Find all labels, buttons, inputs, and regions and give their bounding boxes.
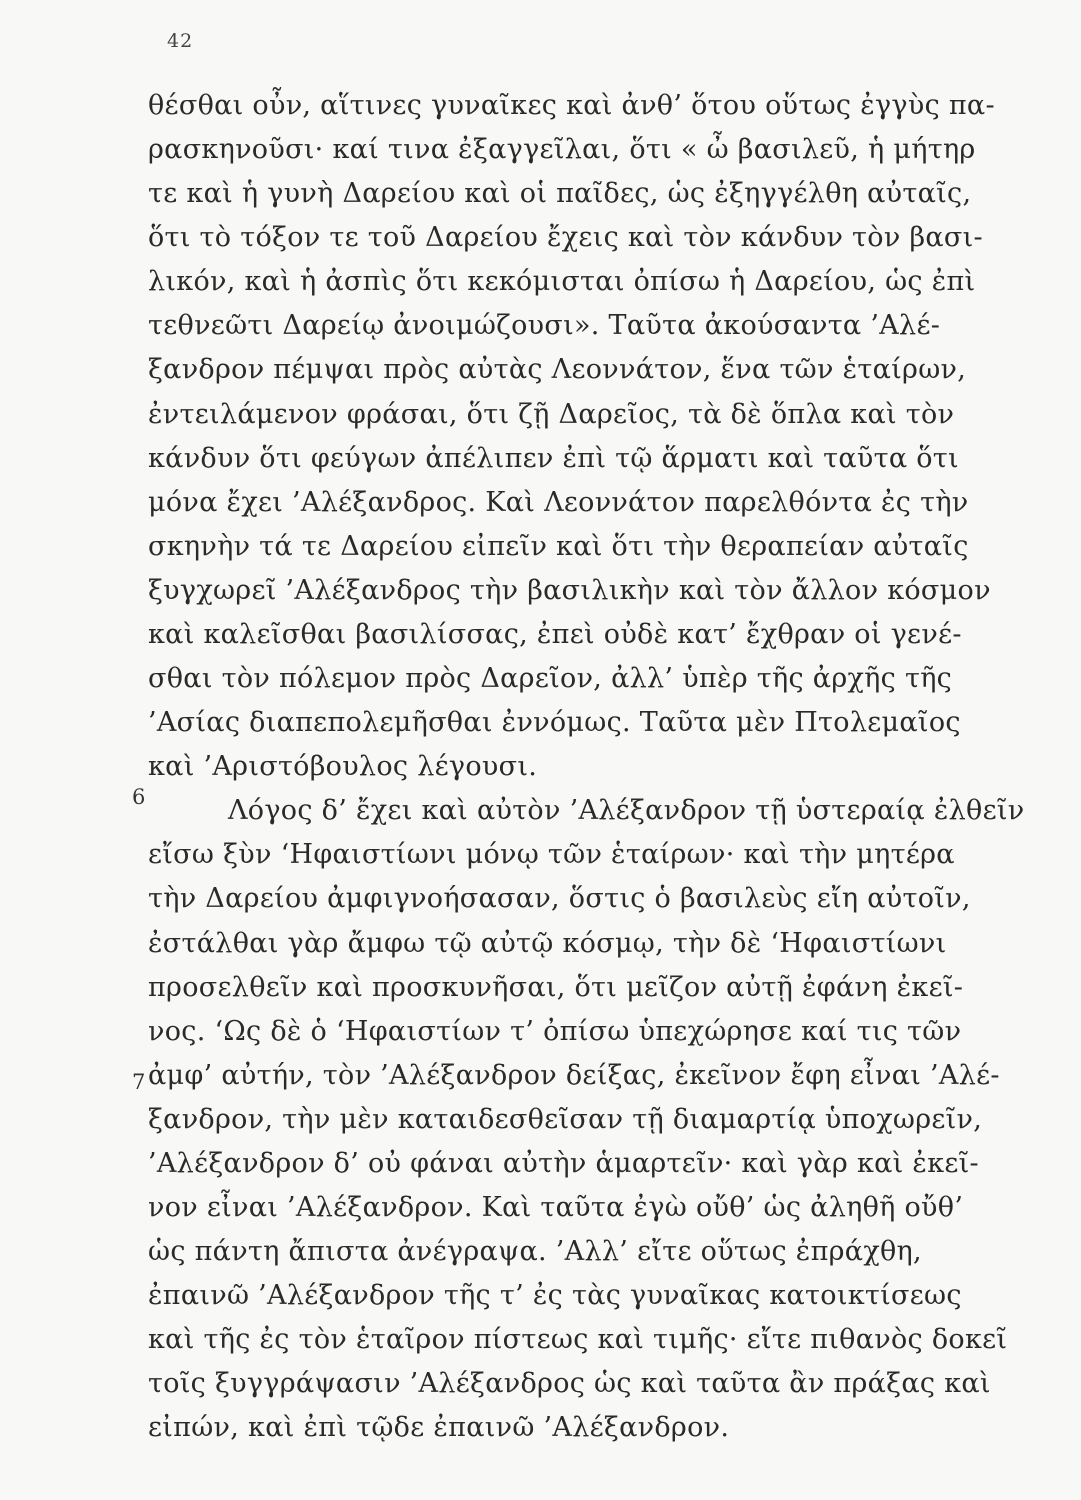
page-number: 42 xyxy=(167,30,194,52)
text-line: ’Αλέξανδρον δ’ οὐ φάναι αὐτὴν ἁμαρτεῖν· καὶ γὰρ καὶ ἐκεῖ- xyxy=(148,1148,979,1179)
text-line: προσελθεῖν καὶ προσκυνῆσαι, ὅτι μεῖζον αὐτῇ ἐφάνη ἐκεῖ- xyxy=(148,972,964,1003)
text-line: ἀμφ’ αὐτήν, τὸν ’Αλέξανδρον δείξας, ἐκεῖνον ἔφη εἶναι ’Αλέ- xyxy=(148,1060,1000,1091)
text-line: τεθνεῶτι Δαρείῳ ἀνοιμώζουσι». Ταῦτα ἀκούσαντα ’Αλέ- xyxy=(148,310,941,341)
text-line: σθαι τὸν πόλεμον πρὸς Δαρεῖον, ἀλλ’ ὑπὲρ τῆς ἀρχῆς τῆς xyxy=(148,663,953,694)
text-line: ἐντειλάμενον φράσαι, ὅτι ζῇ Δαρεῖος, τὰ δὲ ὅπλα καὶ τὸν xyxy=(148,399,955,430)
text-line: νον εἶναι ’Αλέξανδρον. Καὶ ταῦτα ἐγὼ οὔθ’ ὡς ἀληθῆ οὔθ’ xyxy=(148,1192,964,1223)
text-line: ξανδρον πέμψαι πρὸς αὐτὰς Λεοννάτον, ἕνα τῶν ἑταίρων, xyxy=(148,354,967,385)
text-line: σκηνὴν τά τε Δαρείου εἰπεῖν καὶ ὅτι τὴν θεραπείαν αὐταῖς xyxy=(148,531,969,562)
text-line: τε καὶ ἡ γυνὴ Δαρείου καὶ οἱ παῖδες, ὡς ἐξηγγέλθη αὐταῖς, xyxy=(148,178,972,209)
text-line: κάνδυν ὅτι φεύγων ἀπέλιπεν ἐπὶ τῷ ἅρματι καὶ ταῦτα ὅτι xyxy=(148,443,959,474)
text-line: θέσθαι οὖν, αἵτινες γυναῖκες καὶ ἀνθ’ ὅτου οὕτως ἐγγὺς πα- xyxy=(148,90,995,121)
text-line: εἰπών, καὶ ἐπὶ τῷδε ἐπαινῶ ’Αλέξανδρον. xyxy=(148,1412,730,1443)
text-line: εἴσω ξὺν ‘Ηφαιστίωνι μόνῳ τῶν ἑταίρων· καὶ τὴν μητέρα xyxy=(148,839,955,870)
text-line: καὶ καλεῖσθαι βασιλίσσας, ἐπεὶ οὐδὲ κατ’ ἔχθραν οἱ γενέ- xyxy=(148,619,962,650)
text-line: ξυγχωρεῖ ’Αλέξανδρος τὴν βασιλικὴν καὶ τὸν ἄλλον κόσμον xyxy=(148,575,991,606)
text-line: μόνα ἔχει ’Αλέξανδρος. Καὶ Λεοννάτον παρελθόντα ἐς τὴν xyxy=(148,487,969,518)
text-line: ξανδρον, τὴν μὲν καταιδεσθεῖσαν τῇ διαμαρτίᾳ ὑποχωρεῖν, xyxy=(148,1104,983,1135)
text-line: νος. ‘Ως δὲ ὁ ‘Ηφαιστίων τ’ ὀπίσω ὑπεχώρησε καί τις τῶν xyxy=(148,1016,962,1047)
text-line: λικόν, καὶ ἡ ἀσπὶς ὅτι κεκόμισται ὀπίσω ἡ Δαρείου, ὡς ἐπὶ xyxy=(148,266,976,297)
text-line: τὴν Δαρείου ἀμφιγνοήσασαν, ὅστις ὁ βασιλεὺς εἴη αὐτοῖν, xyxy=(148,883,971,914)
text-line: ’Ασίας διαπεπολεμῆσθαι ἐννόμως. Ταῦτα μὲν Πτολεμαῖος xyxy=(148,707,961,738)
text-line: ἐστάλθαι γὰρ ἄμφω τῷ αὐτῷ κόσμῳ, τὴν δὲ ‘Ηφαιστίωνι xyxy=(148,928,947,959)
section-marker-6: 6 xyxy=(132,785,146,809)
text-line: ρασκηνοῦσι· καί τινα ἐξαγγεῖλαι, ὅτι « ὦ βασιλεῦ, ἡ μήτηρ xyxy=(148,134,976,165)
text-line: καὶ ’Αριστόβουλος λέγουσι. xyxy=(148,751,538,782)
text-line: ὡς πάντη ἄπιστα ἀνέγραψα. ’Αλλ’ εἴτε οὕτως ἐπράχθη, xyxy=(148,1236,922,1267)
text-line: Λόγος δ’ ἔχει καὶ αὐτὸν ’Αλέξανδρον τῇ ὑστεραίᾳ ἐλθεῖν xyxy=(228,795,1025,826)
text-line: ὅτι τὸ τόξον τε τοῦ Δαρείου ἔχεις καὶ τὸν κάνδυν τὸν βασι- xyxy=(148,222,983,253)
text-line: καὶ τῆς ἐς τὸν ἑταῖρον πίστεως καὶ τιμῆς· εἴτε πιθανὸς δοκεῖ xyxy=(148,1324,1008,1355)
text-line: τοῖς ξυγγράψασιν ’Αλέξανδρος ὡς καὶ ταῦτα ἂν πράξας καὶ xyxy=(148,1368,991,1399)
text-line: ἐπαινῶ ’Αλέξανδρον τῆς τ’ ἐς τὰς γυναῖκας κατοικτίσεως xyxy=(148,1280,962,1311)
section-marker-7: 7 xyxy=(132,1070,146,1094)
